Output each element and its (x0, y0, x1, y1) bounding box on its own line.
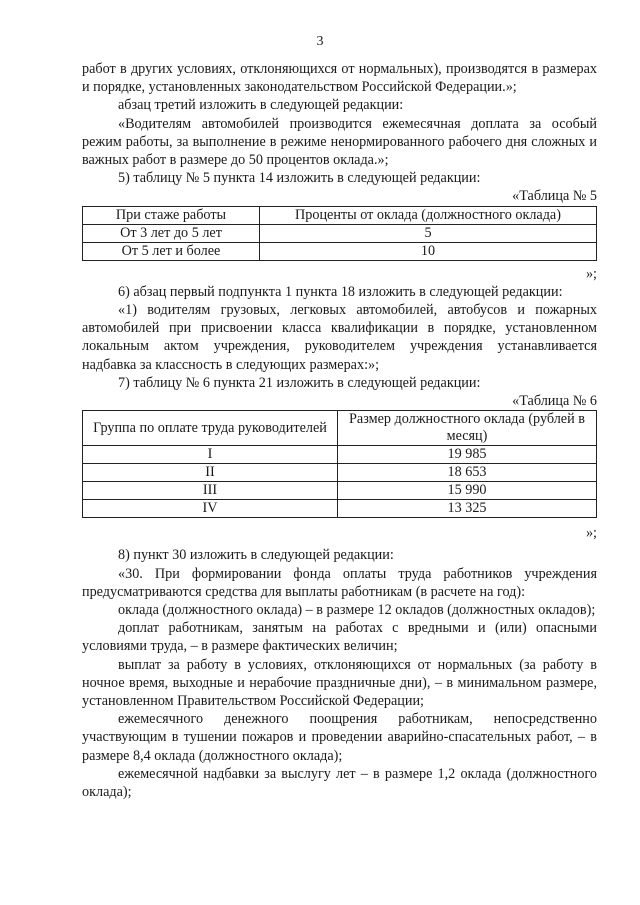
table5-closing: »; (585, 265, 597, 282)
paragraph: «1) водителям грузовых, легковых автомобилей, автобусов и пожарных автомобилей при присвоении класса квалификации в порядке, установленном локальным актом учреждения, руководителем учреждения устанавливается надбавка за классность в следующих размерах:»; (82, 302, 597, 373)
table-cell: От 3 лет до 5 лет (83, 224, 260, 242)
paragraph: выплат за работу в условиях, отклоняющихся от нормальных (за работу в ночное время, выходные и нерабочие праздничные дни), – в минимальном размере, установленном Правительством Российской Федерации; (82, 656, 597, 710)
page-number: 3 (316, 34, 324, 49)
table-cell: II (83, 464, 338, 482)
table5 (82, 206, 597, 261)
paragraph: ежемесячного денежного поощрения работникам, непосредственно участвующим в тушении пожаров и проведении аварийно-спасательных работ, – в размере 8,4 оклада (должностного оклада); (82, 711, 597, 764)
paragraph: 6) абзац первый подпункта 1 пункта 18 изложить в следующей редакции: (118, 283, 563, 300)
table-cell: От 5 лет и более (83, 242, 260, 260)
document-body (82, 60, 597, 801)
table-cell: 18 653 (338, 464, 597, 482)
table6-closing: »; (585, 525, 597, 542)
table6 (82, 410, 597, 518)
paragraph: доплат работникам, занятым на работах с вредными и (или) опасными условиями труда, – в размере фактических величин; (82, 620, 597, 655)
paragraph: 8) пункт 30 изложить в следующей редакции: (118, 547, 394, 564)
table-header-row (83, 206, 597, 224)
paragraph: «30. При формировании фонда оплаты труда работников учреждения предусматриваются средства для выплаты работникам (в расчете на год): (82, 565, 597, 600)
paragraph: 5) таблицу № 5 пункта 14 изложить в следующей редакции: (118, 170, 481, 187)
table-cell: 10 (260, 242, 597, 260)
table-row (83, 242, 597, 260)
paragraph: работ в других условиях, отклоняющихся от нормальных), производятся в размерах и порядке, установленных законодательством Российской Федерации.»; (82, 61, 597, 96)
paragraph: «Водителям автомобилей производится ежемесячная доплата за особый режим работы, за выполнение в режиме ненормированного рабочего дня сложных и важных работ в размере до 50 процентов оклада.»; (82, 115, 597, 169)
table-header-cell: Размер должностного оклада (рублей в месяц) (338, 411, 597, 446)
paragraph: оклада (должностного оклада) – в размере 12 окладов (должностных окладов); (118, 602, 596, 619)
table-row (83, 464, 597, 482)
table-header-cell: Группа по оплате труда руководителей (83, 411, 338, 446)
table5-caption: «Таблица № 5 (512, 188, 597, 205)
table-header-row (83, 411, 597, 446)
table-row (83, 500, 597, 518)
table6-caption: «Таблица № 6 (512, 393, 597, 410)
table-header-cell: Проценты от оклада (должностного оклада) (260, 206, 597, 224)
table-row (83, 224, 597, 242)
paragraph: ежемесячной надбавки за выслугу лет – в размере 1,2 оклада (должностного оклада); (82, 765, 597, 801)
table-cell: 13 325 (338, 500, 597, 518)
table-cell: IV (83, 500, 338, 518)
table-cell: III (83, 482, 338, 500)
table-row (83, 482, 597, 500)
table-cell: 5 (260, 224, 597, 242)
table-row (83, 446, 597, 464)
paragraph: 7) таблицу № 6 пункта 21 изложить в следующей редакции: (118, 374, 481, 391)
table-cell: 19 985 (338, 446, 597, 464)
paragraph: абзац третий изложить в следующей редакции: (118, 97, 404, 114)
table-cell: I (83, 446, 338, 464)
table-cell: 15 990 (338, 482, 597, 500)
table-header-cell: При стаже работы (83, 206, 260, 224)
